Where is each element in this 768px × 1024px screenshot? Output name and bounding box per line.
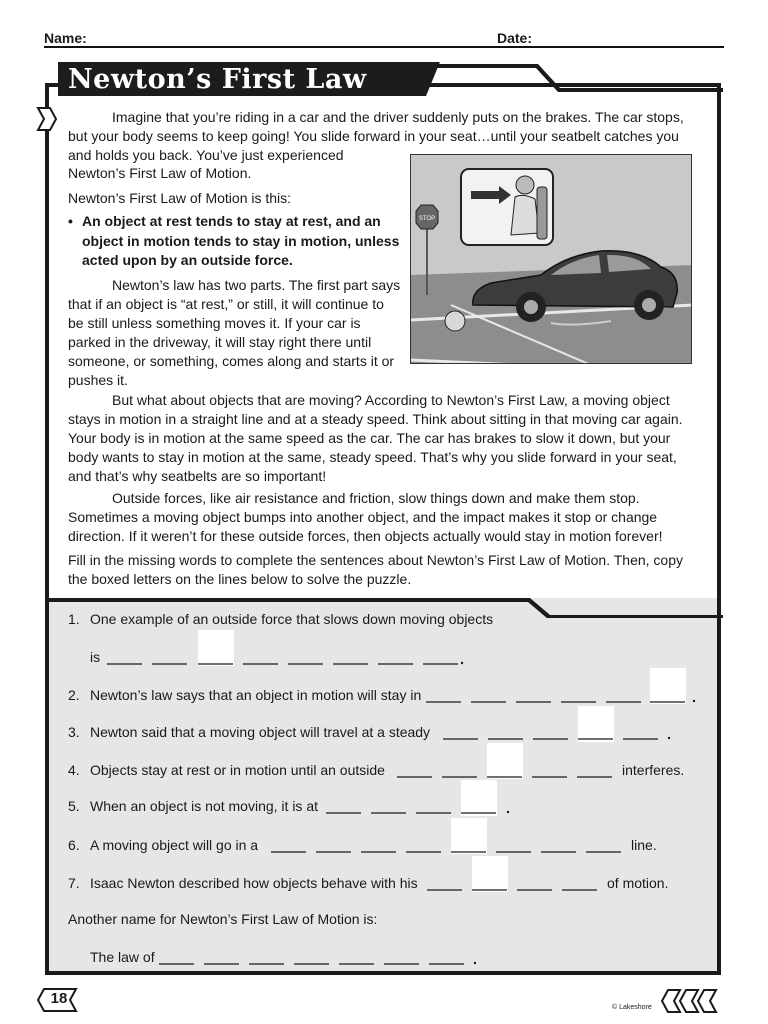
q1-number: 1. [68, 611, 80, 627]
intro-line-4: Newton’s First Law of Motion. [68, 165, 252, 181]
parts-line-2: that if an object is “at rest,” or still, it will continue to [68, 296, 384, 312]
instructions-line-2: the boxed letters on the lines below to solve the puzzle. [68, 571, 412, 587]
q4-text: Objects stay at rest or in motion until an outside [90, 762, 385, 778]
law-bullet-icon: • [68, 213, 73, 229]
forces-line-1: Outside forces, like air resistance and friction, slow things down and make them stop. [112, 490, 640, 506]
intro-line-2: but your body seems to keep going! You slide forward in your seat…until your seatbelt catches you [68, 128, 679, 144]
q6-letter-box [451, 818, 487, 854]
q6-number: 6. [68, 837, 80, 853]
page-number: 18 [50, 990, 68, 1007]
parts-line-5: someone, or something, comes along and starts it or [68, 353, 395, 369]
q3-number: 3. [68, 724, 80, 740]
puzzle-lead: The law of [90, 949, 155, 965]
moving-line-3: Your body is in motion at the same speed as the car. The car has brakes to slow it down, but your [68, 430, 671, 446]
q7-number: 7. [68, 875, 80, 891]
q3-text: Newton said that a moving object will travel at a steady [90, 724, 431, 740]
q5-number: 5. [68, 798, 80, 814]
name-label: Name: [44, 30, 87, 46]
moving-line-5: and that’s why seatbelts are so important! [68, 468, 327, 484]
parts-line-3: be still unless something moves it. If your car is [68, 315, 361, 331]
parts-line-6: pushes it. [68, 372, 128, 388]
intro-line-1: Imagine that you’re riding in a car and the driver suddenly puts on the brakes. The car stops, [112, 109, 684, 125]
law-line-2: object in motion tends to stay in motion, unless [82, 233, 400, 249]
car-braking-illustration [410, 154, 692, 364]
page-title: Newton’s First Law [68, 64, 367, 95]
q2-letter-box [650, 668, 686, 704]
q6-text: A moving object will go in a [90, 837, 259, 853]
q1-is: is [90, 649, 101, 665]
parts-line-4: parked in the driveway, it will stay right there until [68, 334, 372, 350]
q7-text: Isaac Newton described how objects behave with his [90, 875, 418, 891]
q7-letter-box [472, 856, 508, 892]
q5-letter-box [461, 780, 497, 816]
header-rule [44, 46, 724, 48]
moving-line-2: stays in motion in a straight line and at a steady speed. Think about sitting in that moving car again. [68, 411, 683, 427]
letter-boxes [198, 630, 686, 892]
intro-line-3: and holds you back. You’ve just experienced [68, 147, 344, 163]
q1-letter-box [198, 630, 234, 666]
answer-blanks [0, 600, 768, 980]
q2-number: 2. [68, 687, 80, 703]
parts-line-1: Newton’s law has two parts. The first part says [112, 277, 401, 293]
copyright-text: © Lakeshore [612, 1004, 652, 1011]
q4-letter-box [487, 743, 523, 779]
moving-line-1: But what about objects that are moving? According to Newton’s First Law, a moving object [112, 392, 670, 408]
q5-text: When an object is not moving, it is at [90, 798, 318, 814]
moving-line-4: body wants to stay in motion at the same, steady speed. That’s why you slide forward in your seat, [68, 449, 677, 465]
stop-sign-text: STOP [418, 216, 436, 222]
footer-chevrons-icon [660, 988, 724, 1014]
forces-line-3: direction. If it weren’t for these outside forces, then objects actually would stay in motion forever! [68, 528, 663, 544]
forces-line-2: Sometimes a moving object bumps into another object, and the impact makes it stop or change [68, 509, 658, 525]
chevron-tab-icon [36, 106, 60, 132]
q1-text: One example of an outside force that slows down moving objects [90, 611, 494, 627]
law-line-3: acted upon by an outside force. [82, 252, 293, 268]
law-line-1: An object at rest tends to stay at rest, and an [82, 213, 381, 229]
date-label: Date: [497, 30, 533, 46]
law-intro: Newton’s First Law of Motion is this: [68, 190, 292, 206]
instructions-line-1: Fill in the missing words to complete the sentences about Newton’s First Law of Motion. Then, copy [68, 552, 684, 568]
q4-number: 4. [68, 762, 80, 778]
q4-after: interferes. [622, 762, 685, 778]
puzzle-prompt: Another name for Newton’s First Law of Motion is: [68, 911, 378, 927]
q3-letter-box [578, 706, 614, 742]
q2-text: Newton’s law says that an object in motion will stay in [90, 687, 422, 703]
q7-after: of motion. [607, 875, 669, 891]
q6-after: line. [631, 837, 657, 853]
